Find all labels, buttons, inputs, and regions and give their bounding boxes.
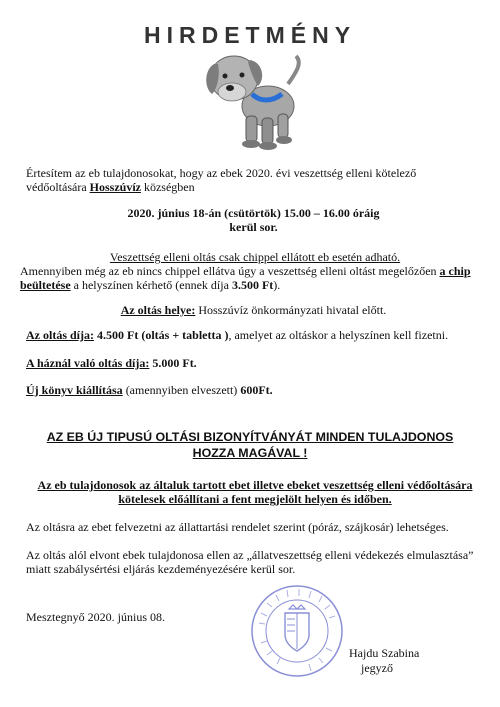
chip-price: 3.500 Ft xyxy=(231,278,274,292)
owners-line-1: Az eb tulajdonosok az általuk tartott ebet illetve ebeket veszettség elleni védőoltására xyxy=(37,478,473,492)
book-text: (amennyiben elveszett) xyxy=(122,383,241,397)
footer-date: Mesztegnyő 2020. június 08. xyxy=(26,610,165,624)
fee-text: , amelyet az oltáskor a helyszínen kell fizetni. xyxy=(228,328,449,342)
house-fee-price: 5.000 Ft. xyxy=(149,356,197,370)
notice-block xyxy=(0,429,500,461)
owners-line-2: kötelesek előállítani a fent megjelölt helyen és időben. xyxy=(118,492,392,506)
chip-link-1: a chip xyxy=(439,264,471,278)
village-name: Hosszúvíz xyxy=(89,180,141,194)
signer-role: jegyző xyxy=(361,661,393,675)
notice-line-2: HOZZA MAGÁVAL ! xyxy=(192,446,308,460)
chip-line-3-end: ). xyxy=(273,278,281,292)
owners-block xyxy=(20,478,490,506)
notice-line-1: AZ EB ÚJ TIPUSÚ OLTÁSI BIZONYÍTVÁNYÁT MINDEN TULAJDONOS xyxy=(46,430,454,444)
book-line xyxy=(26,383,481,397)
book-price: 600Ft. xyxy=(240,383,273,397)
intro-line-2-pre: védőoltására xyxy=(26,180,90,194)
book-label: Új könyv kiállítása xyxy=(26,383,123,397)
penalty-paragraph xyxy=(26,548,481,576)
place-text: Hosszúvíz önkormányzati hivatal előtt. xyxy=(195,303,387,317)
house-fee-label: A háznál való oltás díja: xyxy=(26,356,150,370)
fee-price: 4.500 Ft (oltás + tabletta ) xyxy=(94,328,229,342)
dog-illustration xyxy=(192,44,310,156)
chip-line-1: Veszettség elleni oltás csak chippel ellátott eb esetén adható. xyxy=(109,250,401,264)
signer-name: Hajdu Szabina xyxy=(349,646,420,660)
chip-paragraph xyxy=(20,250,490,292)
leash-paragraph: Az oltásra az ebet felvezetni az állattartási rendelet szerint (póráz, szájkosár) lehetséges. xyxy=(26,520,449,534)
official-seal-stamp xyxy=(249,583,345,679)
fee-label: Az oltás díja: xyxy=(26,328,94,342)
date-line: 2020. június 18-án (csütörtök) 15.00 – 16.00 óráig xyxy=(127,206,380,220)
page-title: HIRDETMÉNY xyxy=(143,22,357,48)
intro-paragraph xyxy=(26,166,481,194)
house-fee-line xyxy=(26,356,481,370)
chip-line-2-pre: Amennyiben még az eb nincs chippel ellátva úgy a veszettség elleni oltást megelőzően xyxy=(20,264,440,278)
chip-line-3-mid: a helyszínen kérhető (ennek díja xyxy=(70,278,232,292)
date-line-2: kerül sor. xyxy=(229,220,278,234)
intro-line-2-post: községben xyxy=(140,180,195,194)
fee-line xyxy=(26,328,481,342)
intro-line-1: Értesítem az eb tulajdonosokat, hogy az ebek 2020. évi veszettség elleni kötelező xyxy=(26,166,417,180)
place-line xyxy=(26,303,481,317)
place-label: Az oltás helye: xyxy=(120,303,196,317)
penalty-line-1: Az oltás alól elvont ebek tulajdonosa ellen az „állatveszettség elleni védekezés elmulasztása” xyxy=(26,548,474,562)
date-block xyxy=(26,206,481,234)
chip-link-2: beültetése xyxy=(20,278,71,292)
penalty-line-2: miatt szabálysértési eljárás kezdeményezésére kerül sor. xyxy=(26,562,296,576)
